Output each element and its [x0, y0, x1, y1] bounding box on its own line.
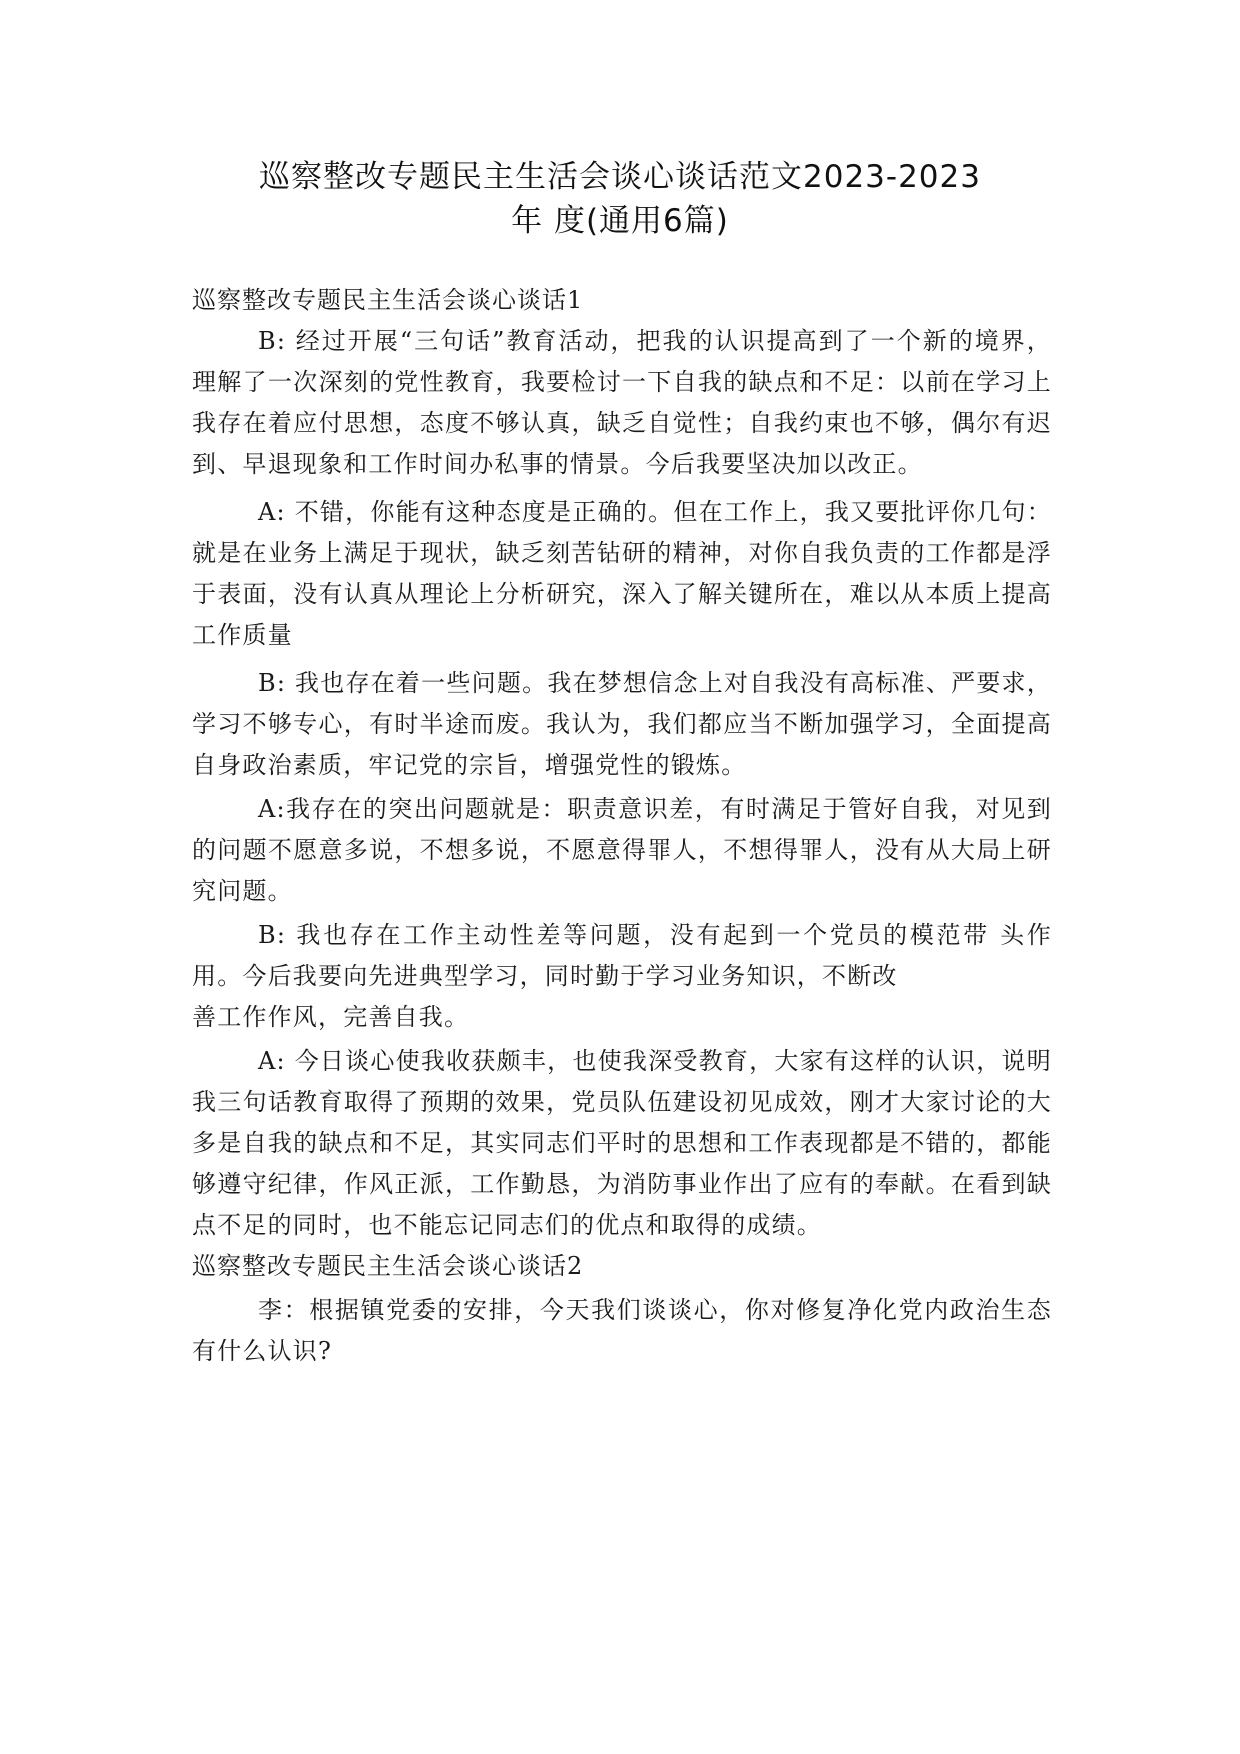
document-title	[180, 155, 1060, 243]
dialogue-paragraph: B: 我也存在工作主动性差等问题，没有起到一个党员的模范带 头作用。今后我要向先进典型学习，同时勤于学习业务知识，不断改	[192, 921, 1052, 990]
dialogue-paragraph: B: 我也存在着一些问题。我在梦想信念上对自我没有高标准、严要求，学习不够专心，有时半途而废。我认为，我们都应当不断加强学习，全面提高自身政治素质，牢记党的宗旨，增强党性的锻炼。	[192, 669, 1052, 779]
document-body	[192, 280, 1052, 1372]
dialogue-paragraph: A: 不错，你能有这种态度是正确的。但在工作上，我又要批评你几句：就是在业务上满足于现状，缺乏刻苦钻研的精神，对你自我负责的工作都是浮于表面，没有认真从理论上分析研究，深入了解关键所在，难以从本质上提高工作质量	[192, 498, 1052, 649]
document-title-line-2: 年 度(通用6篇)	[511, 203, 729, 239]
section-heading-1: 巡察整改专题民主生活会谈心谈话1	[192, 286, 584, 314]
dialogue-paragraph: 李：根据镇党委的安排，今天我们谈谈心，你对修复净化党内政治生态有什么认识?	[192, 1296, 1052, 1365]
document-title-line-1: 巡察整改专题民主生活会谈心谈话范文2023-2023	[259, 159, 981, 195]
dialogue-paragraph-continuation: 善工作作风，完善自我。	[192, 1003, 470, 1031]
dialogue-paragraph: B: 经过开展“三句话”教育活动，把我的认识提高到了一个新的境界，理解了一次深刻的党性教育，我要检讨一下自我的缺点和不足：以前在学习上我存在着应付思想，态度不够认真，缺乏自觉性；自我约束也不够，偶尔有迟到、早退现象和工作时间办私事的情景。今后我要坚决加以改正。	[192, 327, 1052, 478]
section-heading-2: 巡察整改专题民主生活会谈心谈话2	[192, 1252, 584, 1280]
dialogue-paragraph: A: 今日谈心使我收获颇丰，也使我深受教育，大家有这样的认识，说明我三句话教育取得了预期的效果，党员队伍建设初见成效，刚才大家讨论的大多是自我的缺点和不足，其实同志们平时的思想和工作表现都是不错的，都能够遵守纪律，作风正派，工作勤恳，为消防事业作出了应有的奉献。在看到缺点不足的同时，也不能忘记同志们的优点和取得的成绩。	[192, 1047, 1052, 1239]
dialogue-paragraph: A:我存在的突出问题就是：职责意识差，有时满足于管好自我，对见到的问题不愿意多说，不想多说，不愿意得罪人，不想得罪人，没有从大局上研究问题。	[192, 795, 1052, 905]
